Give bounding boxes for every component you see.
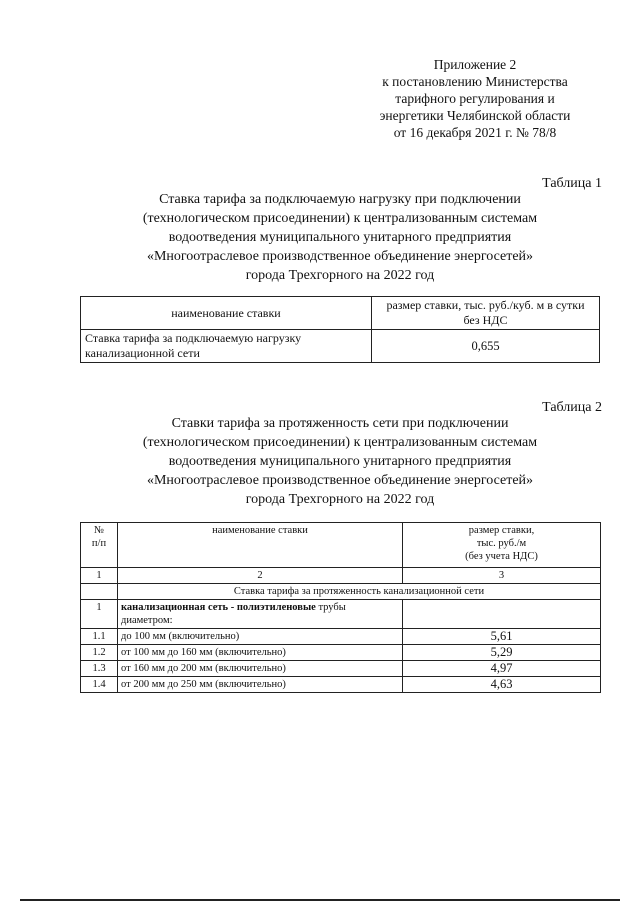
header-num-line: № — [93, 525, 105, 536]
table2-title-line: (технологическом присоединении) к централизованным системам — [142, 435, 538, 450]
row-value: 4,97 — [403, 661, 601, 677]
group-row — [81, 600, 601, 629]
appendix-line: к постановлению Министерства — [382, 74, 568, 89]
appendix-line: энергетики Челябинской области — [379, 108, 571, 123]
table2-label: Таблица 2 — [542, 400, 602, 415]
appendix-line: тарифного регулирования и — [395, 91, 555, 106]
table1-header-rate — [372, 297, 600, 330]
group-name-rest: трубы диаметром: — [121, 602, 346, 626]
row-num: 1.2 — [81, 645, 118, 661]
table-row — [81, 330, 600, 363]
row-name: от 200 мм до 250 мм (включительно) — [118, 677, 403, 693]
table-row — [81, 677, 601, 693]
index-cell: 2 — [118, 568, 403, 584]
table1 — [80, 296, 600, 363]
table1-header-name: наименование ставки — [81, 297, 372, 330]
table-index-row — [81, 568, 601, 584]
table2-title-line: Ставки тарифа за протяженность сети при подключении — [171, 416, 509, 431]
row-name: от 100 мм до 160 мм (включительно) — [118, 645, 403, 661]
table1-row-name — [81, 330, 372, 363]
row-name-line: канализационной сети — [85, 346, 200, 360]
section-empty-cell — [81, 584, 118, 600]
section-row — [81, 584, 601, 600]
table2-title-line: «Многоотраслевое производственное объединение энергосетей» — [146, 473, 534, 488]
table1-title-line: водоотведения муниципального унитарного предприятия — [168, 230, 512, 245]
section-title: Ставка тарифа за протяженность канализационной сети — [118, 584, 601, 600]
table1-title-line: (технологическом присоединении) к централизованным системам — [142, 211, 538, 226]
group-name-bold: канализационная сеть - полиэтиленовые — [121, 602, 316, 613]
group-num: 1 — [81, 600, 118, 629]
table-header-row — [81, 523, 601, 568]
table2 — [80, 522, 601, 693]
row-num: 1.3 — [81, 661, 118, 677]
table1-title-line: «Многоотраслевое производственное объединение энергосетей» — [146, 249, 534, 264]
header-rate-line: без НДС — [463, 313, 508, 327]
table1-title — [80, 190, 600, 285]
header-rate-line: тыс. руб./м — [476, 538, 527, 549]
table2-header-name: наименование ставки — [118, 523, 403, 568]
appendix-line: Приложение 2 — [433, 57, 517, 72]
index-cell: 3 — [403, 568, 601, 584]
table2-title-line: города Трехгорного на 2022 год — [245, 492, 435, 507]
header-num-line: п/п — [91, 538, 107, 549]
table1-label: Таблица 1 — [542, 176, 602, 191]
group-name — [118, 600, 403, 629]
row-name: до 100 мм (включительно) — [118, 629, 403, 645]
table-row — [81, 661, 601, 677]
table2-header-rate — [403, 523, 601, 568]
row-name: от 160 мм до 200 мм (включительно) — [118, 661, 403, 677]
row-num: 1.1 — [81, 629, 118, 645]
table2-title-line: водоотведения муниципального унитарного предприятия — [168, 454, 512, 469]
appendix-line: от 16 декабря 2021 г. № 78/8 — [393, 125, 557, 140]
row-value: 5,29 — [403, 645, 601, 661]
table2-title — [80, 414, 600, 509]
appendix-header — [360, 56, 590, 141]
header-rate-line: размер ставки, — [468, 525, 535, 536]
table-header-row — [81, 297, 600, 330]
table-row — [81, 629, 601, 645]
header-rate-line: (без учета НДС) — [465, 551, 538, 562]
table-row — [81, 645, 601, 661]
row-num: 1.4 — [81, 677, 118, 693]
table2-header-num — [81, 523, 118, 568]
page-bottom-rule — [20, 899, 620, 901]
row-value: 4,63 — [403, 677, 601, 693]
header-rate-line: размер ставки, тыс. руб./куб. м в сутки — [386, 298, 585, 312]
row-name-line: Ставка тарифа за подключаемую нагрузку — [85, 331, 302, 345]
table1-title-line: Ставка тарифа за подключаемую нагрузку при подключении — [159, 192, 521, 207]
table1-row-value: 0,655 — [372, 330, 600, 363]
index-cell: 1 — [81, 568, 118, 584]
table1-title-line: города Трехгорного на 2022 год — [245, 268, 435, 283]
group-empty-cell — [403, 600, 601, 629]
row-value: 5,61 — [403, 629, 601, 645]
